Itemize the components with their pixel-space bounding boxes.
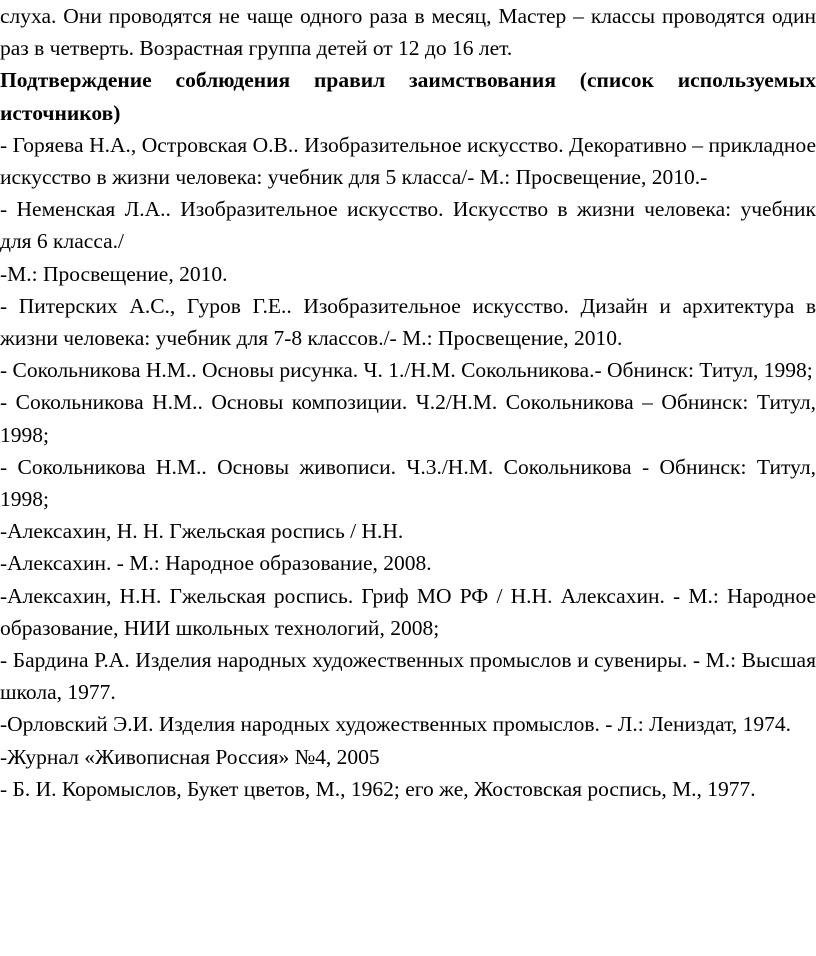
- sources-heading: Подтверждение соблюдения правил заимствования (список используемых источников): [0, 68, 816, 125]
- source-item: -Алексахин, Н.Н. Гжельская роспись. Гриф МО РФ / Н.Н. Алексахин. - М.: Народное образование, НИИ школьных технологий, 2008;: [0, 583, 816, 640]
- source-item: -Алексахин. - М.: Народное образование, 2008.: [0, 551, 432, 576]
- source-item: - Сокольникова Н.М.. Основы композиции. Ч.2/Н.М. Сокольникова – Обнинск: Титул, 1998;: [0, 390, 816, 447]
- source-item: - Сокольникова Н.М.. Основы живописи. Ч.3./Н.М. Сокольникова - Обнинск: Титул, 1998;: [0, 454, 816, 512]
- source-item: -М.: Просвещение, 2010.: [0, 261, 228, 286]
- source-item: - Горяева Н.А., Островская О.В.. Изобразительное искусство. Декоративно – прикладное искусство в жизни человека: учебник для 5 класса/- М.: Просвещение, 2010.-: [0, 132, 816, 190]
- source-item: -Журнал «Живописная Россия» №4, 2005: [0, 744, 380, 769]
- source-item: - Неменская Л.А.. Изобразительное искусство. Искусство в жизни человека: учебник для 6 класса./: [0, 197, 816, 254]
- intro-paragraph: слуха. Они проводятся не чаще одного раза в месяц, Мастер – классы проводятся один раз в четверть. Возрастная группа детей от 12 до 16 лет.: [0, 4, 816, 61]
- source-item: - Б. И. Коромыслов, Букет цветов, М., 1962; его же, Жостовская роспись, М., 1977.: [0, 776, 756, 801]
- source-item: - Бардина Р.А. Изделия народных художественных промыслов и сувениры. - М.: Высшая школа, 1977.: [0, 648, 816, 705]
- source-item: - Сокольникова Н.М.. Основы рисунка. Ч. 1./Н.М. Сокольникова.- Обнинск: Титул, 1998;: [0, 358, 813, 383]
- source-item: -Орловский Э.И. Изделия народных художественных промыслов. - Л.: Лениздат, 1974.: [0, 712, 791, 737]
- source-item: - Питерских А.С., Гуров Г.Е.. Изобразительное искусство. Дизайн и архитектура в жизни человека: учебник для 7-8 классов./- М.: Просвещение, 2010.: [0, 293, 816, 351]
- source-item: -Алексахин, Н. Н. Гжельская роспись / Н.Н.: [0, 519, 404, 544]
